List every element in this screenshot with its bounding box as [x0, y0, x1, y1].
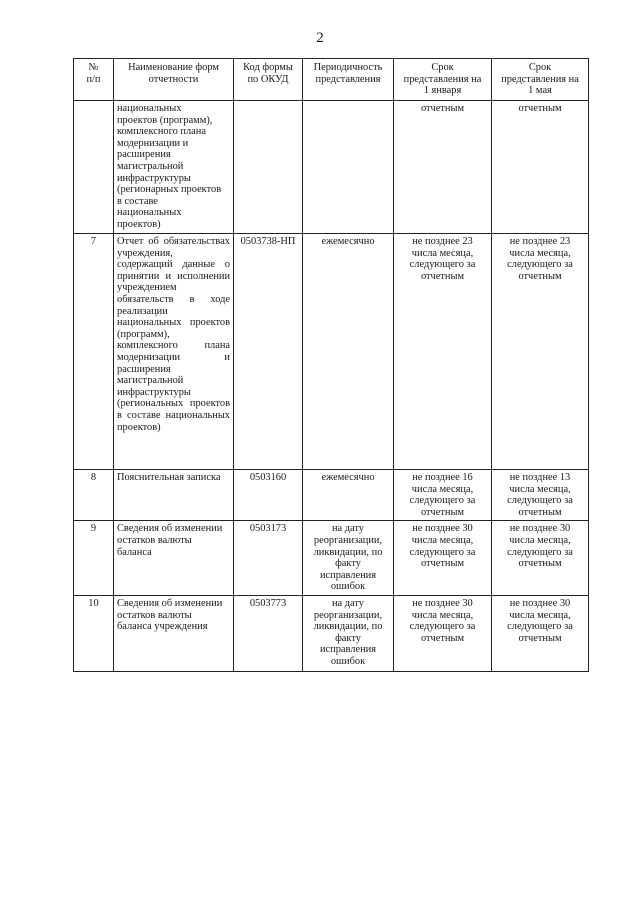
row-may: не позднее 30 числа месяца, следующего за отчетным — [492, 521, 589, 596]
header-jan: Срок представления на 1 января — [394, 59, 492, 101]
row-name: Сведения об изменении остатков валюты баланса — [114, 521, 234, 596]
row-code — [234, 101, 303, 234]
row-may: не позднее 13 числа месяца, следующего за отчетным — [492, 470, 589, 521]
row-num: 10 — [74, 595, 114, 671]
row-name: Пояснительная записка — [114, 470, 234, 521]
table-row — [74, 101, 589, 234]
header-period: Периодичность представления — [303, 59, 394, 101]
row-period — [303, 101, 394, 234]
row-num — [74, 101, 114, 234]
reporting-forms-table — [73, 58, 589, 672]
row-may: не позднее 23 числа месяца, следующего за отчетным — [492, 234, 589, 470]
table-row — [74, 521, 589, 596]
row-may: не позднее 30 числа месяца, следующего за отчетным — [492, 595, 589, 671]
table-row — [74, 470, 589, 521]
row-period: ежемесячно — [303, 470, 394, 521]
row-may: отчетным — [492, 101, 589, 234]
row-jan: не позднее 30 числа месяца, следующего за отчетным — [394, 595, 492, 671]
table-row — [74, 595, 589, 671]
row-code: 0503160 — [234, 470, 303, 521]
row-name: Отчет об обязательствах учреждения, содержащий данные о принятии и исполнении учреждением обязательств в ходе реализации национальных проектов (программ), комплексного плана модернизации и расширения магистральной инфраструктуры (региональных проектов в составе национальных проектов) — [114, 234, 234, 470]
row-period: на дату реорганизации, ликвидации, по факту исправления ошибок — [303, 521, 394, 596]
page-number: 2 — [316, 30, 324, 46]
header-may: Срок представления на 1 мая — [492, 59, 589, 101]
row-period: на дату реорганизации, ликвидации, по факту исправления ошибок — [303, 595, 394, 671]
row-num: 7 — [74, 234, 114, 470]
row-jan: не позднее 23 числа месяца, следующего за отчетным — [394, 234, 492, 470]
table-row — [74, 234, 589, 470]
row-code: 0503173 — [234, 521, 303, 596]
row-period: ежемесячно — [303, 234, 394, 470]
row-num: 8 — [74, 470, 114, 521]
row-num: 9 — [74, 521, 114, 596]
row-name: национальных проектов (программ), комплексного плана модернизации и расширения магистральной инфраструктуры (регионарных проектов в составе национальных проектов) — [114, 101, 234, 234]
table-header-row — [74, 59, 589, 101]
row-code: 0503773 — [234, 595, 303, 671]
row-code: 0503738-НП — [234, 234, 303, 470]
row-jan: отчетным — [394, 101, 492, 234]
header-num: № п/п — [74, 59, 114, 101]
row-jan: не позднее 16 числа месяца, следующего за отчетным — [394, 470, 492, 521]
header-code: Код формы по ОКУД — [234, 59, 303, 101]
row-name: Сведения об изменении остатков валюты баланса учреждения — [114, 595, 234, 671]
row-jan: не позднее 30 числа месяца, следующего за отчетным — [394, 521, 492, 596]
header-name: Наименование форм отчетности — [114, 59, 234, 101]
